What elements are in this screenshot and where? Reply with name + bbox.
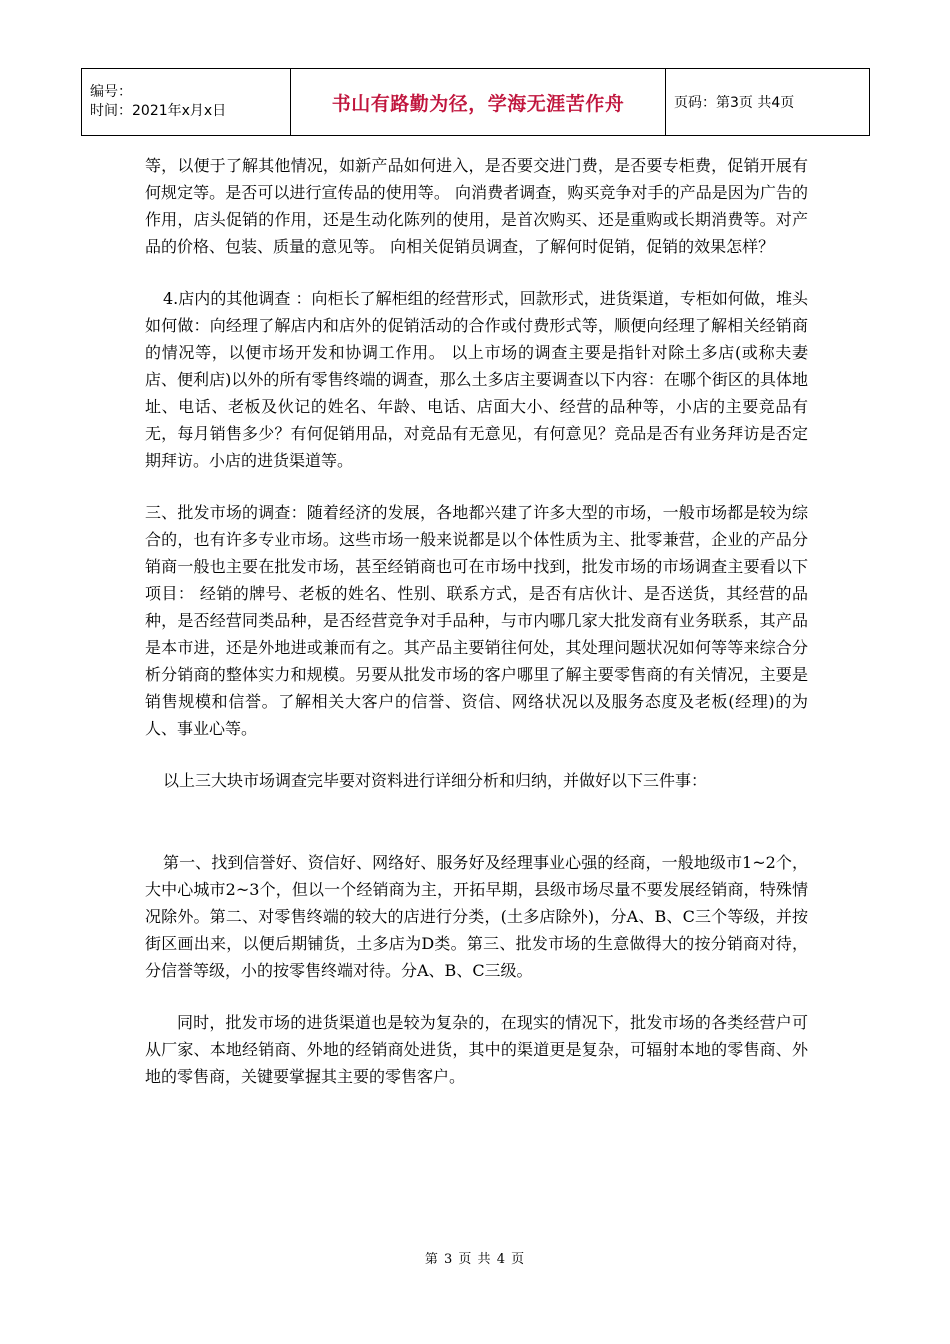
document-body [145,152,808,1090]
serial-number-label: 编号： [90,84,132,100]
body-paragraph: 4.店内的其他调查 ：向柜长了解柜组的经营形式，回款形式，进货渠道，专柜如何做，堆头如何做：向经理了解店内和店外的促销活动的合作或付费形式等，顺便向经理了解相关经销商的情况等，以便市场开发和协调工作用。 以上市场的调查主要是指针对除土多店(或称夫妻店、便利店)以外的所有零售终端的调查，那么土多店主要调查以下内容：在哪个街区的具体地址、电话、老板及伙记的姓名、年龄、电话、店面大小、经营的品种等，小店的主要竞品有无，每月销售多少？有何促销用品，对竞品有无意见，有何意见？竞品是否有业务拜访是否定期拜访。小店的进货渠道等。 [145,289,808,470]
header-meta-cell [82,69,291,136]
page-footer: 第 3 页 共 4 页 [424,1252,526,1267]
document-header [81,68,870,136]
date-label: 时间：2021年x月x日 [90,103,227,119]
header-motto: 书山有路勤为径，学海无涯苦作舟 [291,69,666,136]
header-page-info: 页码：第3页 共4页 [666,69,870,136]
body-paragraph: 同时，批发市场的进货渠道也是较为复杂的，在现实的情况下，批发市场的各类经营户可从厂家、本地经销商、外地的经销商处进货，其中的渠道更是复杂，可辐射本地的零售商、外地的零售商，关键要掌握其主要的零售客户。 [145,1013,808,1086]
body-paragraph: 以上三大块市场调查完毕要对资料进行详细分析和归纳，并做好以下三件事： [163,771,708,790]
body-paragraph: 等，以便于了解其他情况，如新产品如何进入，是否要交进门费，是否要专柜费，促销开展有何规定等。是否可以进行宣传品的使用等。 向消费者调查，购买竞争对手的产品是因为广告的作用，店头促销的作用，还是生动化陈列的使用，是首次购买、还是重购或长期消费等。对产品的价格、包装、质量的意见等。 向相关促销员调查，了解何时促销，促销的效果怎样？ [145,156,808,256]
body-paragraph: 第一、找到信誉好、资信好、网络好、服务好及经理事业心强的经商，一般地级市1~2个，大中心城市2~3个，但以一个经销商为主，开拓早期，县级市场尽量不要发展经销商，特殊情况除外。第二、对零售终端的较大的店进行分类，(土多店除外)，分A、B、C三个等级，并按街区画出来，以便后期铺货，土多店为D类。第三、批发市场的生意做得大的按分销商对待，分信誉等级，小的按零售终端对待。分A、B、C三级。 [145,853,808,980]
body-paragraph: 三、批发市场的调查：随着经济的发展，各地都兴建了许多大型的市场，一般市场都是较为综合的，也有许多专业市场。这些市场一般来说都是以个体性质为主、批零兼营，企业的产品分销商一般也主要在批发市场，甚至经销商也可在市场中找到，批发市场的市场调查主要看以下项目： 经销的牌号、老板的姓名、性别、联系方式，是否有店伙计、是否送货，其经营的品种，是否经营同类品种，是否经营竞争对手品种，与市内哪几家大批发商有业务联系，其产品是本市进，还是外地进或兼而有之。其产品主要销往何处，其处理问题状况如何等等来综合分析分销商的整体实力和规模。另要从批发市场的客户哪里了解主要零售商的有关情况，主要是销售规模和信誉。了解相关大客户的信誉、资信、网络状况以及服务态度及老板(经理)的为人、事业心等。 [145,503,808,738]
